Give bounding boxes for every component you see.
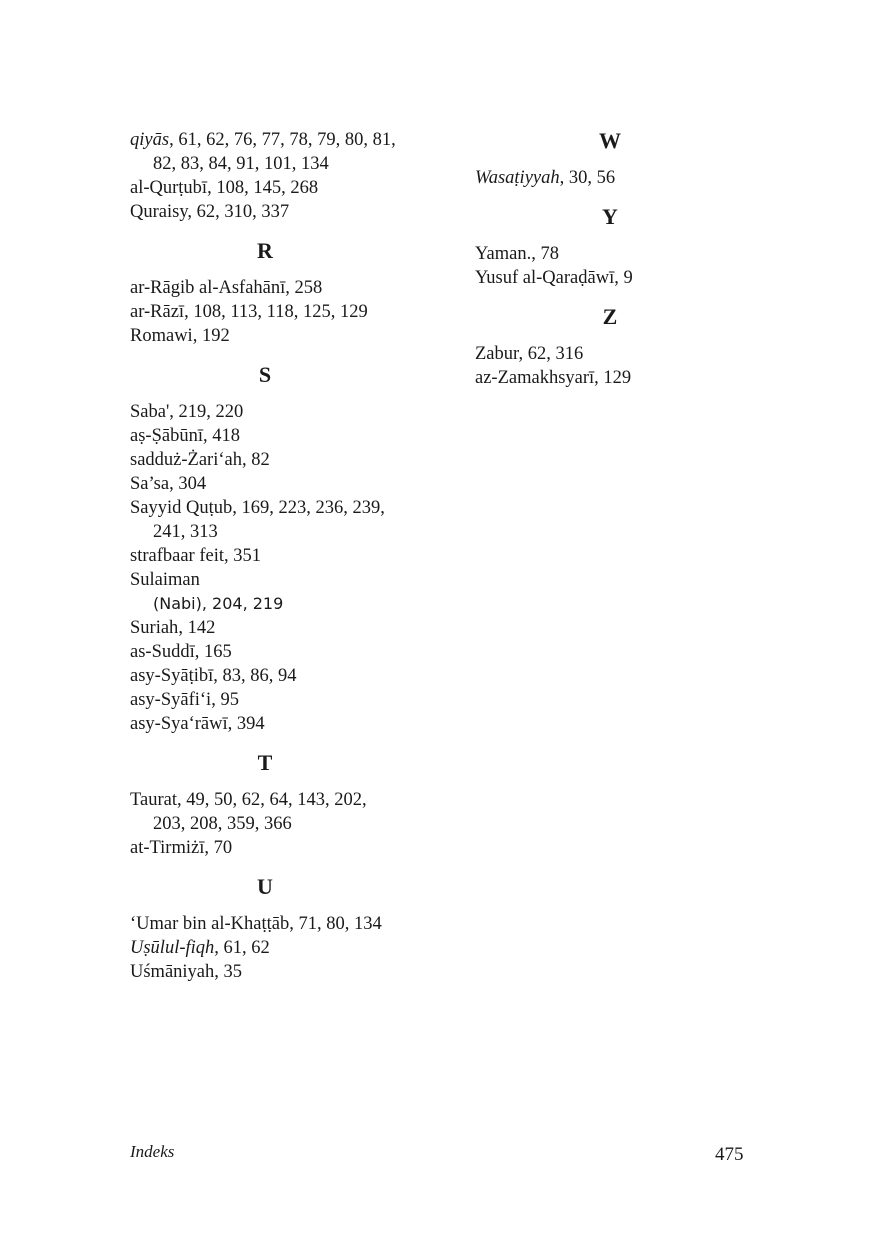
- index-entry: [130, 788, 400, 836]
- index-entry: [130, 448, 400, 472]
- section-letter-z: Z: [602, 304, 618, 329]
- index-entry: [130, 640, 400, 664]
- index-entry: [130, 664, 400, 688]
- section-r-entries: [130, 276, 400, 348]
- index-page-refs: , 61, 62: [214, 938, 270, 958]
- index-column-right: [475, 128, 745, 390]
- index-entry: [130, 176, 400, 200]
- index-term: aṣ-Ṣābūnī: [130, 426, 203, 446]
- index-term: (Nabi), 204, 219: [153, 594, 284, 613]
- index-page-refs: , 78: [531, 244, 559, 264]
- running-footer-section: Indeks: [130, 1142, 175, 1161]
- index-page-refs: , 418: [202, 426, 240, 446]
- index-page-refs: , 30, 56: [559, 168, 616, 188]
- index-term: Suriah: [130, 618, 179, 638]
- index-term: Sayyid Quṭub: [130, 498, 233, 518]
- index-page-refs: , 70: [204, 838, 233, 858]
- index-page-refs: , 35: [214, 962, 243, 982]
- index-page-refs: , 108, 145, 268: [207, 178, 319, 198]
- index-column-left: [130, 128, 400, 984]
- index-page-refs: , 129: [594, 368, 632, 388]
- index-entry: [130, 688, 400, 712]
- index-page-refs: , 95: [211, 690, 239, 710]
- index-term: Uṣūlul-fiqh: [130, 938, 215, 958]
- index-term: Sa’sa: [130, 474, 170, 494]
- index-entry: [130, 128, 400, 176]
- index-term: Yusuf al-Qaraḍāwī: [475, 268, 615, 288]
- section-z-entries: [475, 342, 745, 390]
- index-term: asy-Syāṭibī: [130, 666, 214, 686]
- index-entry: [475, 242, 745, 266]
- section-letter-y: Y: [602, 204, 618, 229]
- index-page-refs: , 165: [194, 642, 232, 662]
- index-term: Sulaiman: [130, 570, 200, 590]
- index-term: Quraisy: [130, 202, 188, 222]
- index-term: Yaman.: [475, 244, 532, 264]
- section-w-entries: [475, 166, 745, 190]
- index-entry: [130, 960, 400, 984]
- index-page-refs: , 142: [178, 618, 216, 638]
- index-page-refs: , 9: [614, 268, 633, 288]
- index-entry: [130, 616, 400, 640]
- index-page-refs: , 258: [285, 278, 323, 298]
- index-entry: [475, 342, 745, 366]
- index-term: al-Qurṭubī: [130, 178, 208, 198]
- index-term: Wasaṭiyyah: [475, 168, 560, 188]
- index-page-refs: , 82: [241, 450, 270, 470]
- index-entry: [475, 366, 745, 390]
- index-entry: [130, 544, 400, 568]
- index-term: ar-Rāgib al-Asfahānī: [130, 278, 286, 298]
- section-y-entries: [475, 242, 745, 290]
- index-entry: [475, 266, 745, 290]
- index-entry: [130, 400, 400, 424]
- index-page-refs: , 49, 50, 62, 64, 143, 202, 203, 208, 359, 366: [153, 790, 367, 834]
- section-s-entries: [130, 400, 400, 736]
- index-page-refs: , 169, 223, 236, 239, 241, 313: [153, 498, 385, 542]
- index-page-refs: , 62, 310, 337: [187, 202, 290, 222]
- index-entry: [475, 166, 745, 190]
- index-page-refs: , 304: [169, 474, 207, 494]
- index-page-refs: , 394: [227, 714, 265, 734]
- index-page-refs: , 71, 80, 134: [289, 914, 382, 934]
- index-page-refs: , 219, 220: [169, 402, 244, 422]
- index-term: strafbaar feit: [130, 546, 224, 566]
- index-term: qiyās: [130, 130, 170, 150]
- index-term: Zabur: [475, 344, 519, 364]
- index-page-refs: , 192: [192, 326, 230, 346]
- index-term: asy-Syāfi‘i: [130, 690, 212, 710]
- index-term: ar-Rāzī: [130, 302, 185, 322]
- section-letter-r: R: [257, 238, 273, 263]
- index-page-refs: , 61, 62, 76, 77, 78, 79, 80, 81, 82, 83, 84, 91, 101, 134: [153, 130, 396, 174]
- section-letter-w: W: [599, 128, 621, 153]
- page-number: 475: [715, 1144, 744, 1165]
- index-entry: [130, 712, 400, 736]
- section-letter-t: T: [257, 750, 273, 775]
- index-term: az-Zamakhsyarī: [475, 368, 595, 388]
- index-term: ‘Umar bin al-Khaṭṭāb: [130, 914, 290, 934]
- index-term: Saba': [130, 402, 170, 422]
- index-entry: [130, 912, 400, 936]
- index-term: Uśmāniyah: [130, 962, 215, 982]
- index-entry: [130, 936, 400, 960]
- index-term: asy-Sya‘rāwī: [130, 714, 228, 734]
- index-term: Romawi: [130, 326, 193, 346]
- section-u-entries: [130, 912, 400, 984]
- index-entry: [130, 276, 400, 300]
- index-entry: [130, 836, 400, 860]
- section-letter-u: U: [257, 874, 273, 899]
- index-term: Taurat: [130, 790, 177, 810]
- section-letter-s: S: [258, 362, 272, 387]
- index-entry: [130, 424, 400, 448]
- index-term: sadduż-Żari‘ah: [130, 450, 242, 470]
- index-entry: [130, 324, 400, 348]
- index-page-refs: , 62, 316: [518, 344, 584, 364]
- index-term: at-Tirmiżī: [130, 838, 205, 858]
- index-term: as-Suddī: [130, 642, 195, 662]
- index-entry: [130, 200, 400, 224]
- index-entry: [130, 592, 400, 616]
- section-q-entries: [130, 128, 400, 224]
- index-page-refs: , 108, 113, 118, 125, 129: [184, 302, 368, 322]
- section-t-entries: [130, 788, 400, 860]
- index-page-refs: , 83, 86, 94: [213, 666, 297, 686]
- index-entry: [130, 568, 400, 592]
- index-entry: [130, 300, 400, 324]
- index-entry: [130, 472, 400, 496]
- index-entry: [130, 496, 400, 544]
- index-page-refs: , 351: [223, 546, 261, 566]
